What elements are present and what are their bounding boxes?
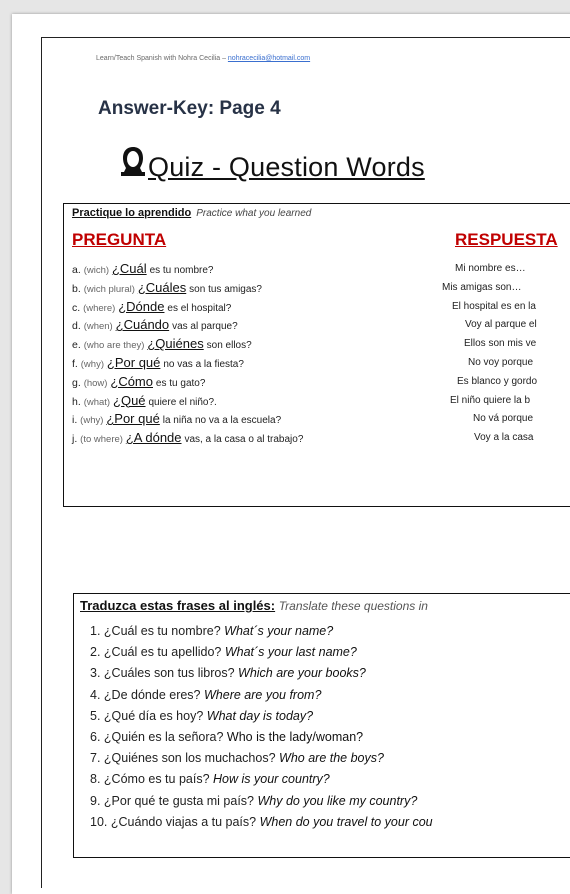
answer-text: Ellos son mis ve	[464, 338, 537, 350]
answer-text: El niño quiere la b	[450, 394, 531, 406]
question-word: ¿Cómo	[110, 373, 153, 389]
spanish-question: ¿Quiénes son los muchachos?	[103, 751, 276, 766]
translation-row	[90, 663, 366, 684]
question-letter: f.	[72, 358, 78, 370]
question-word: ¿Cuáles	[137, 279, 187, 295]
question-word: ¿Cuál	[111, 261, 147, 276]
question-letter: b.	[72, 282, 81, 295]
practice-subtitle: Practice what you learned	[196, 208, 312, 219]
question-letter: g.	[72, 376, 81, 389]
question-word: ¿Dónde	[118, 298, 165, 314]
question-hint: (where)	[83, 302, 116, 314]
english-translation: Who are the boys?	[279, 751, 384, 766]
english-translation: When do you travel to your cou	[259, 814, 433, 829]
english-translation: How is your country?	[213, 772, 330, 787]
question-text: vas al parque?	[172, 321, 238, 333]
question-word: ¿Qué	[113, 392, 146, 408]
answer-text: Es blanco y gordo	[457, 375, 538, 387]
question-text: quiere el niño?.	[148, 396, 217, 408]
question-text: es el hospital?	[167, 302, 232, 314]
translation-number: 5.	[90, 708, 101, 723]
header-credit	[96, 55, 310, 62]
translation-number: 3.	[90, 666, 101, 681]
translation-number: 8.	[90, 772, 101, 787]
question-row	[72, 429, 303, 446]
question-row	[72, 316, 238, 333]
question-row	[72, 392, 217, 409]
translation-number: 2.	[90, 645, 101, 660]
question-word: ¿Quiénes	[147, 336, 204, 352]
translate-subtitle: Translate these questions in	[278, 599, 428, 613]
spanish-question: ¿De dónde eres?	[103, 687, 201, 702]
translation-number: 7.	[90, 751, 101, 766]
spanish-question: ¿Cuáles son tus libros?	[103, 666, 235, 681]
answer-text: No vá porque	[473, 413, 534, 425]
spanish-question: ¿Cuál es tu apellido?	[103, 645, 222, 660]
practice-heading	[72, 207, 311, 219]
translation-row	[90, 706, 313, 727]
question-row	[72, 335, 252, 352]
question-hint: (to where)	[80, 434, 123, 446]
spanish-question: ¿Cuál es tu nombre?	[103, 624, 221, 638]
translation-number: 9.	[90, 793, 101, 808]
english-translation: What´s your name?	[224, 624, 334, 638]
column-header-answer: RESPUESTA	[455, 230, 558, 249]
question-text: la niña no va a la escuela?	[162, 415, 282, 427]
question-hint: (wich)	[83, 265, 110, 276]
translation-row	[90, 812, 433, 833]
answer-text: Voy al parque el	[465, 319, 537, 331]
question-word: ¿Por qué	[106, 355, 161, 370]
question-letter: h.	[72, 395, 81, 408]
english-translation: Which are your books?	[238, 666, 366, 681]
question-hint: (who are they)	[83, 340, 145, 352]
translation-row	[90, 748, 384, 769]
english-translation: Where are you from?	[204, 687, 322, 702]
spanish-question: ¿Cuándo viajas a tu país?	[110, 814, 257, 829]
question-text: son ellos?	[206, 340, 252, 352]
spanish-question: ¿Qué día es hoy?	[103, 708, 204, 723]
translation-number: 1.	[90, 624, 101, 638]
question-hint: (why)	[80, 415, 104, 427]
answer-text: No voy porque	[468, 357, 534, 368]
question-word: ¿A dónde	[125, 430, 182, 446]
question-text: no vas a la fiesta?	[163, 359, 244, 370]
email-link[interactable]: nohracecilia@hotmail.com	[227, 55, 311, 62]
header-credit-text: Learn/Teach Spanish with Nohra Cecilia –	[96, 55, 228, 62]
question-row	[72, 279, 262, 296]
question-letter: a.	[72, 264, 81, 276]
spanish-question: ¿Quién es la señora?	[103, 730, 224, 744]
spanish-question: ¿Por qué te gusta mi país?	[103, 793, 255, 808]
translation-row	[90, 791, 417, 812]
english-translation: What day is today?	[206, 708, 314, 723]
question-text: es tu gato?	[155, 377, 206, 389]
question-hint: (why)	[80, 359, 104, 370]
student-icon	[118, 145, 148, 179]
translation-number: 6.	[90, 730, 101, 744]
translation-row	[90, 621, 333, 642]
translation-row	[90, 727, 363, 748]
answer-text: Mis amigas son…	[442, 281, 522, 293]
practice-label: Practique lo aprendido	[72, 207, 192, 219]
question-text: vas, a la casa o al trabajo?	[184, 434, 304, 446]
question-row	[72, 260, 214, 277]
question-letter: d.	[72, 320, 81, 333]
column-header-question: PREGUNTA	[72, 230, 167, 249]
translate-heading	[80, 598, 428, 613]
translation-row	[90, 685, 321, 706]
answer-text: Mi nombre es…	[455, 263, 526, 274]
question-hint: (how)	[83, 377, 108, 389]
question-text: son tus amigas?	[189, 283, 262, 295]
answer-text: Voy a la casa	[474, 432, 534, 444]
question-hint: (wich plural)	[83, 283, 135, 295]
translation-row	[90, 769, 330, 790]
translation-number: 10.	[90, 814, 108, 829]
question-row	[72, 354, 244, 371]
translation-row	[90, 642, 357, 663]
english-translation: What´s your last name?	[224, 645, 357, 660]
question-row	[72, 298, 231, 315]
question-word: ¿Cuándo	[115, 317, 170, 333]
question-word: ¿Por qué	[106, 411, 160, 427]
english-translation: Why do you like my country?	[257, 793, 418, 808]
answer-text: El hospital es en la	[452, 300, 536, 312]
spanish-question: ¿Cómo es tu país?	[103, 772, 210, 787]
question-letter: c.	[72, 301, 81, 314]
english-translation: Who is the lady/woman?	[226, 730, 364, 744]
translation-number: 4.	[90, 687, 101, 702]
answer-key-title: Answer-Key: Page 4	[98, 98, 281, 119]
question-hint: (what)	[83, 396, 111, 408]
question-letter: j.	[72, 433, 78, 446]
question-text: es tu nombre?	[149, 265, 214, 276]
question-row	[72, 410, 281, 427]
quiz-title: Quiz - Question Words	[148, 152, 425, 182]
question-row	[72, 373, 205, 390]
question-letter: e.	[72, 339, 81, 352]
question-letter: i.	[72, 414, 78, 427]
question-hint: (when)	[83, 321, 113, 333]
translate-label: Traduzca estas frases al inglés:	[80, 598, 276, 613]
